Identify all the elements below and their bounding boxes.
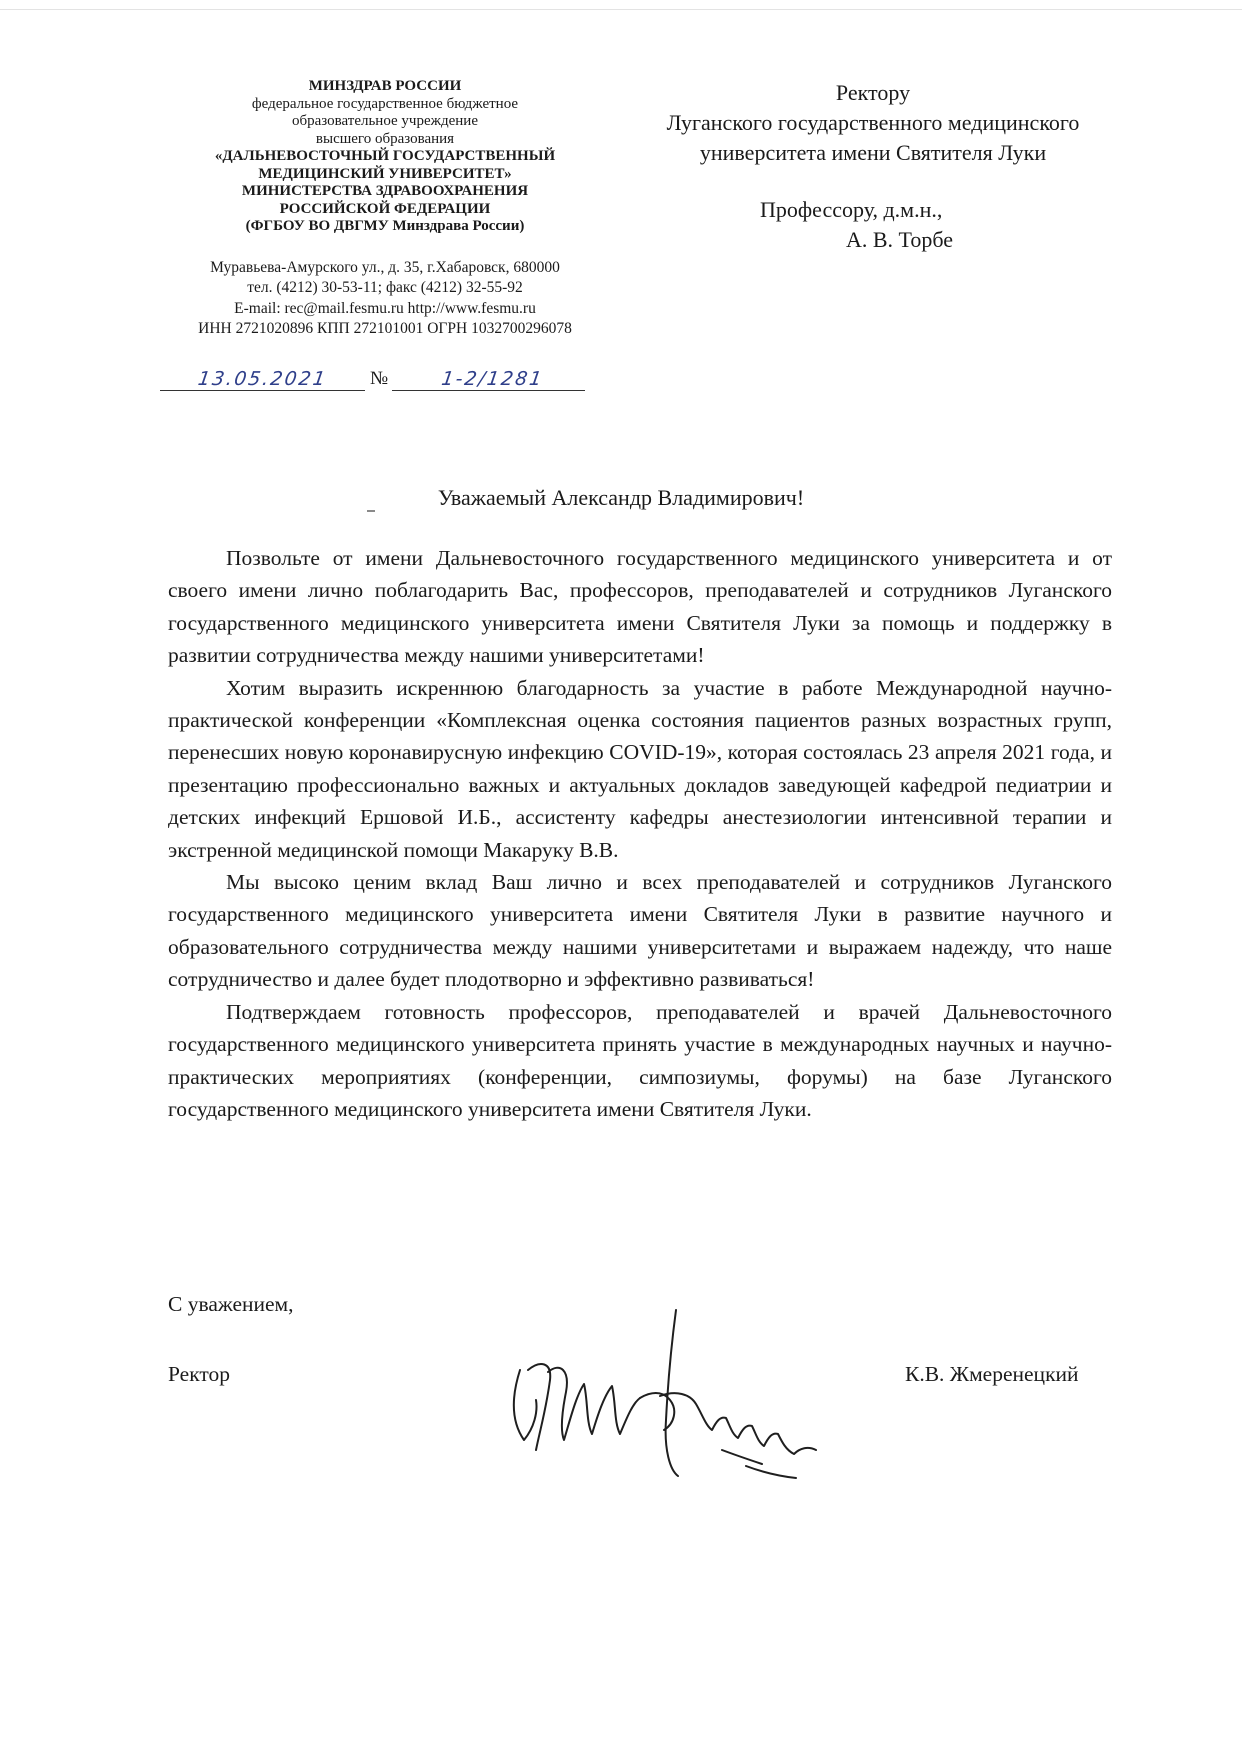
sender-line: МИНИСТЕРСТВА ЗДРАВООХРАНЕНИЯ [241,183,529,199]
sender-block [150,78,620,340]
body-paragraph: Хотим выразить искреннюю благодарность за участие в работе Международной научно-практической конференции «Комплексная оценка состояния пациентов разных возрастных групп, перенесших новую коронавирусную инфекцию COVID-19», которая состоялась 23 апреля 2021 года, и презентацию профессионально важных и актуальных докладов заведующей кафедрой педиатрии и детских инфекций Ершовой И.Б., ассистенту кафедры анестезиологии интенсивной терапии и экстренной медицинской помощи Макаруку В.В. [168,675,1112,862]
sender-line: образовательное учреждение [291,113,478,129]
page-edge-line [0,9,1242,10]
sender-contacts [150,258,620,340]
body-paragraph: Подтверждаем готовность профессоров, преподавателей и врачей Дальневосточного государственного медицинского университета принять участие в международных научных и научно-практических мероприятиях (конференции, симпозиумы, форумы) на базе Луганского государственного медицинского университета имени Святителя Луки. [168,999,1112,1121]
registration-line [160,368,585,392]
sender-line: МЕДИЦИНСКИЙ УНИВЕРСИТЕТ» [258,165,512,182]
sender-line: «ДАЛЬНЕВОСТОЧНЫЙ ГОСУДАРСТВЕННЫЙ [214,148,556,164]
number-sign: № [370,368,389,389]
addressee-line: Ректору [835,80,911,105]
handwritten-signature [500,1300,840,1490]
letter-body [168,542,1112,1125]
date-underline [160,390,365,391]
sender-line: РОССИЙСКОЙ ФЕДЕРАЦИИ [279,200,491,217]
signer-title: Ректор [168,1362,230,1386]
sender-line: высшего образования [315,130,455,147]
sender-phone: тел. (4212) 30-53-11; факс (4212) 32-55-92 [247,279,523,296]
addressee-line: Луганского государственного медицинского [666,110,1080,135]
addressee-name-block [760,195,953,255]
signer-name: К.В. Жмеренецкий [905,1362,1079,1386]
sender-ids: ИНН 2721020896 КПП 272101001 ОГРН 1032700296078 [198,320,572,337]
registration-number: 1-2/1281 [440,368,545,390]
salutation: Уважаемый Александр Владимирович! [437,485,805,510]
addressee-name: А. В. Торбе [846,227,954,252]
addressee-title: Профессору, д.м.н., [760,197,943,222]
registration-date: 13.05.2021 [196,368,329,390]
sender-address: Муравьева-Амурского ул., д. 35, г.Хабаровск, 680000 [210,258,560,276]
addressee-block [628,78,1118,168]
number-underline [392,390,585,391]
closing: С уважением, [168,1292,294,1316]
sender-line: (ФГБОУ ВО ДВГМУ Минздрава России) [245,218,525,234]
body-paragraph: Позвольте от имени Дальневосточного государственного медицинского университета и от своего имени лично поблагодарить Вас, профессоров, преподавателей и сотрудников Луганского государственного медицинского университета имени Святителя Луки за помощь и поддержку в развитии сотрудничества между нашими университетами! [168,546,1112,668]
sender-email: E-mail: rec@mail.fesmu.ru http://www.fesmu.ru [234,299,536,317]
sender-line: федеральное государственное бюджетное [251,95,519,112]
body-paragraph: Мы высоко ценим вклад Ваш лично и всех преподавателей и сотрудников Луганского государственного медицинского университета имени Святителя Луки в развитие научного и образовательного сотрудничества между нашими университетами и выражаем надежду, что наше сотрудничество и далее будет плодотворно и эффективно развиваться! [168,870,1112,992]
addressee-line: университета имени Святителя Луки [699,140,1047,165]
sender-line: МИНЗДРАВ РОССИИ [308,78,462,94]
